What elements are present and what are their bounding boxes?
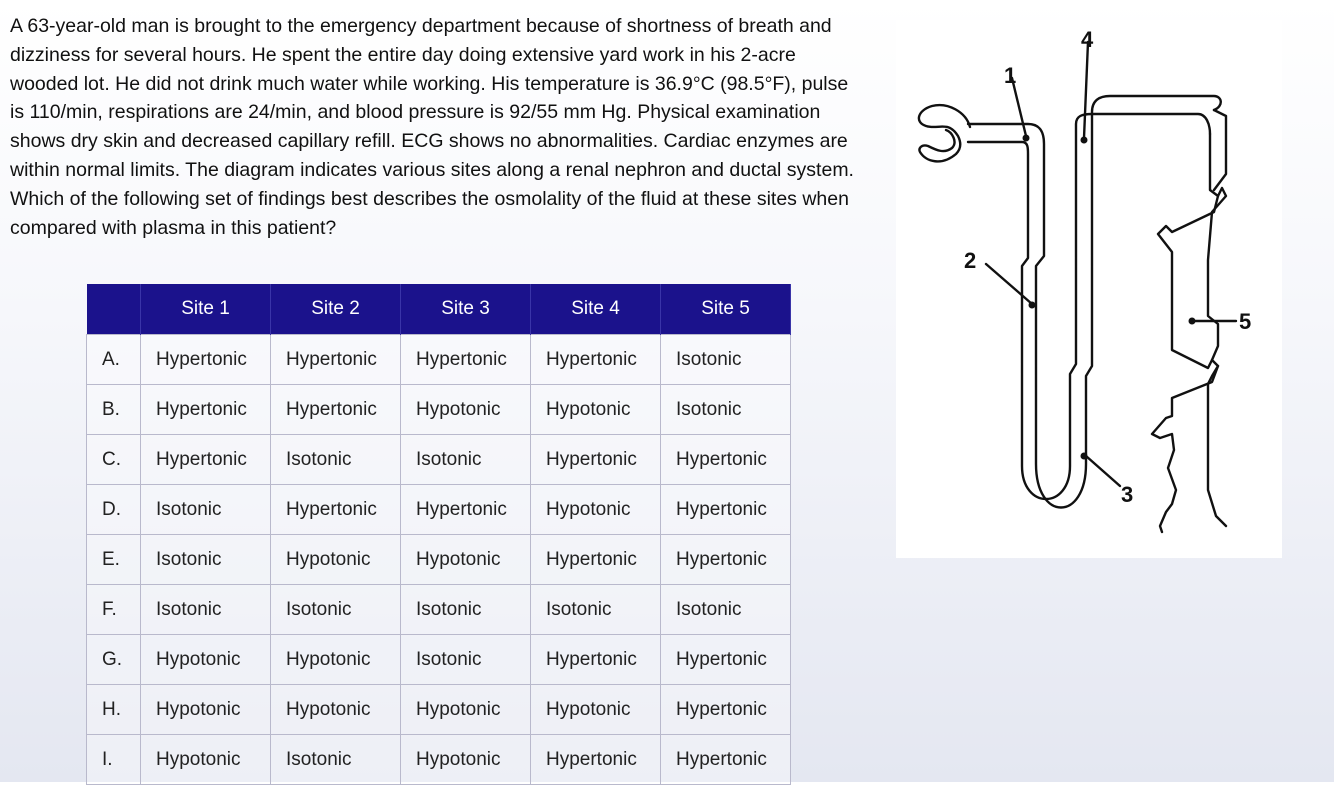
site-1-cell: Isotonic [141,535,271,585]
table-row [87,535,791,585]
site-4-cell: Hypotonic [531,685,661,735]
site-1-cell: Hypotonic [141,735,271,785]
marker-2 [1029,302,1036,309]
option-letter: G. [87,635,141,685]
site-1-cell: Hypertonic [141,335,271,385]
table-row [87,335,791,385]
site-1-cell: Hypotonic [141,685,271,735]
header-site-2: Site 2 [271,284,401,335]
option-letter: F. [87,585,141,635]
site-4-cell: Isotonic [531,585,661,635]
pointer-4 [1084,42,1088,138]
bowmans-capsule [919,105,970,161]
site-3-cell: Hypotonic [401,385,531,435]
marker-3 [1081,453,1088,460]
option-letter: I. [87,735,141,785]
nephron-tubule-outer [968,96,1221,508]
site-5-cell: Isotonic [661,385,791,435]
option-letter: H. [87,685,141,735]
site-3-cell: Isotonic [401,585,531,635]
header-site-1: Site 1 [141,284,271,335]
site-2-cell: Isotonic [271,735,401,785]
site-5-cell: Hypertonic [661,535,791,585]
site-2-cell: Hypertonic [271,335,401,385]
site-2-cell: Hypotonic [271,635,401,685]
site-4-cell: Hypertonic [531,735,661,785]
site-4-cell: Hypertonic [531,535,661,585]
site-label-5: 5 [1239,309,1252,334]
site-label-1: 1 [1004,63,1017,88]
site-2-cell: Hypertonic [271,385,401,435]
table-row [87,435,791,485]
site-5-cell: Isotonic [661,585,791,635]
site-3-cell: Hypertonic [401,485,531,535]
site-3-cell: Hypotonic [401,535,531,585]
site-3-cell: Hypertonic [401,335,531,385]
option-letter: C. [87,435,141,485]
site-2-cell: Hypotonic [271,535,401,585]
table-header-row [87,284,791,335]
option-letter: B. [87,385,141,435]
nephron-diagram [896,20,1282,558]
site-5-cell: Hypertonic [661,485,791,535]
site-5-cell: Hypertonic [661,435,791,485]
site-2-cell: Hypertonic [271,485,401,535]
site-3-cell: Isotonic [401,435,531,485]
site-label-4: 4 [1081,27,1094,52]
site-4-cell: Hypertonic [531,435,661,485]
site-1-cell: Hypotonic [141,635,271,685]
option-letter: A. [87,335,141,385]
pointer-2 [986,264,1032,304]
site-4-cell: Hypotonic [531,385,661,435]
site-1-cell: Hypertonic [141,435,271,485]
pointer-3 [1086,456,1120,486]
site-label-3: 3 [1121,482,1134,507]
marker-4 [1081,137,1088,144]
table-row [87,585,791,635]
site-3-cell: Hypotonic [401,685,531,735]
site-1-cell: Isotonic [141,485,271,535]
question-stem: A 63-year-old man is brought to the emergency department because of shortness of breath and dizziness for several hours. He spent the entire day doing extensive yard work in his 2-acre wooded lot. He did not drink much water while working. His temperature is 36.9°C (98.5°F), pulse is 110/min, respirations are 24/min, and blood pressure is 92/55 mm Hg. Physical examination shows dry skin and decreased capillary refill. ECG shows no abnormalities. Cardiac enzymes are within normal limits. The diagram indicates various sites along a renal nephron and ductal system. Which of the following set of findings best describes the osmolality of the fluid at these sites when compared with plasma in this patient? [10,15,854,239]
site-4-cell: Hypertonic [531,635,661,685]
header-site-4: Site 4 [531,284,661,335]
site-1-cell: Hypertonic [141,385,271,435]
table-row [87,485,791,535]
answer-options-table [86,284,791,785]
marker-1 [1023,135,1030,142]
table-row [87,685,791,735]
marker-5 [1189,318,1196,325]
header-site-3: Site 3 [401,284,531,335]
site-label-2: 2 [964,248,977,273]
site-2-cell: Hypotonic [271,685,401,735]
table-row [87,635,791,685]
option-letter: E. [87,535,141,585]
site-4-cell: Hypertonic [531,335,661,385]
header-site-5: Site 5 [661,284,791,335]
site-3-cell: Hypotonic [401,735,531,785]
header-option-col [87,284,141,335]
table-row [87,385,791,435]
site-5-cell: Hypertonic [661,685,791,735]
site-2-cell: Isotonic [271,435,401,485]
site-2-cell: Isotonic [271,585,401,635]
site-4-cell: Hypotonic [531,485,661,535]
option-letter: D. [87,485,141,535]
site-3-cell: Isotonic [401,635,531,685]
table-row [87,735,791,785]
site-1-cell: Isotonic [141,585,271,635]
site-5-cell: Hypertonic [661,635,791,685]
site-5-cell: Isotonic [661,335,791,385]
site-5-cell: Hypertonic [661,735,791,785]
